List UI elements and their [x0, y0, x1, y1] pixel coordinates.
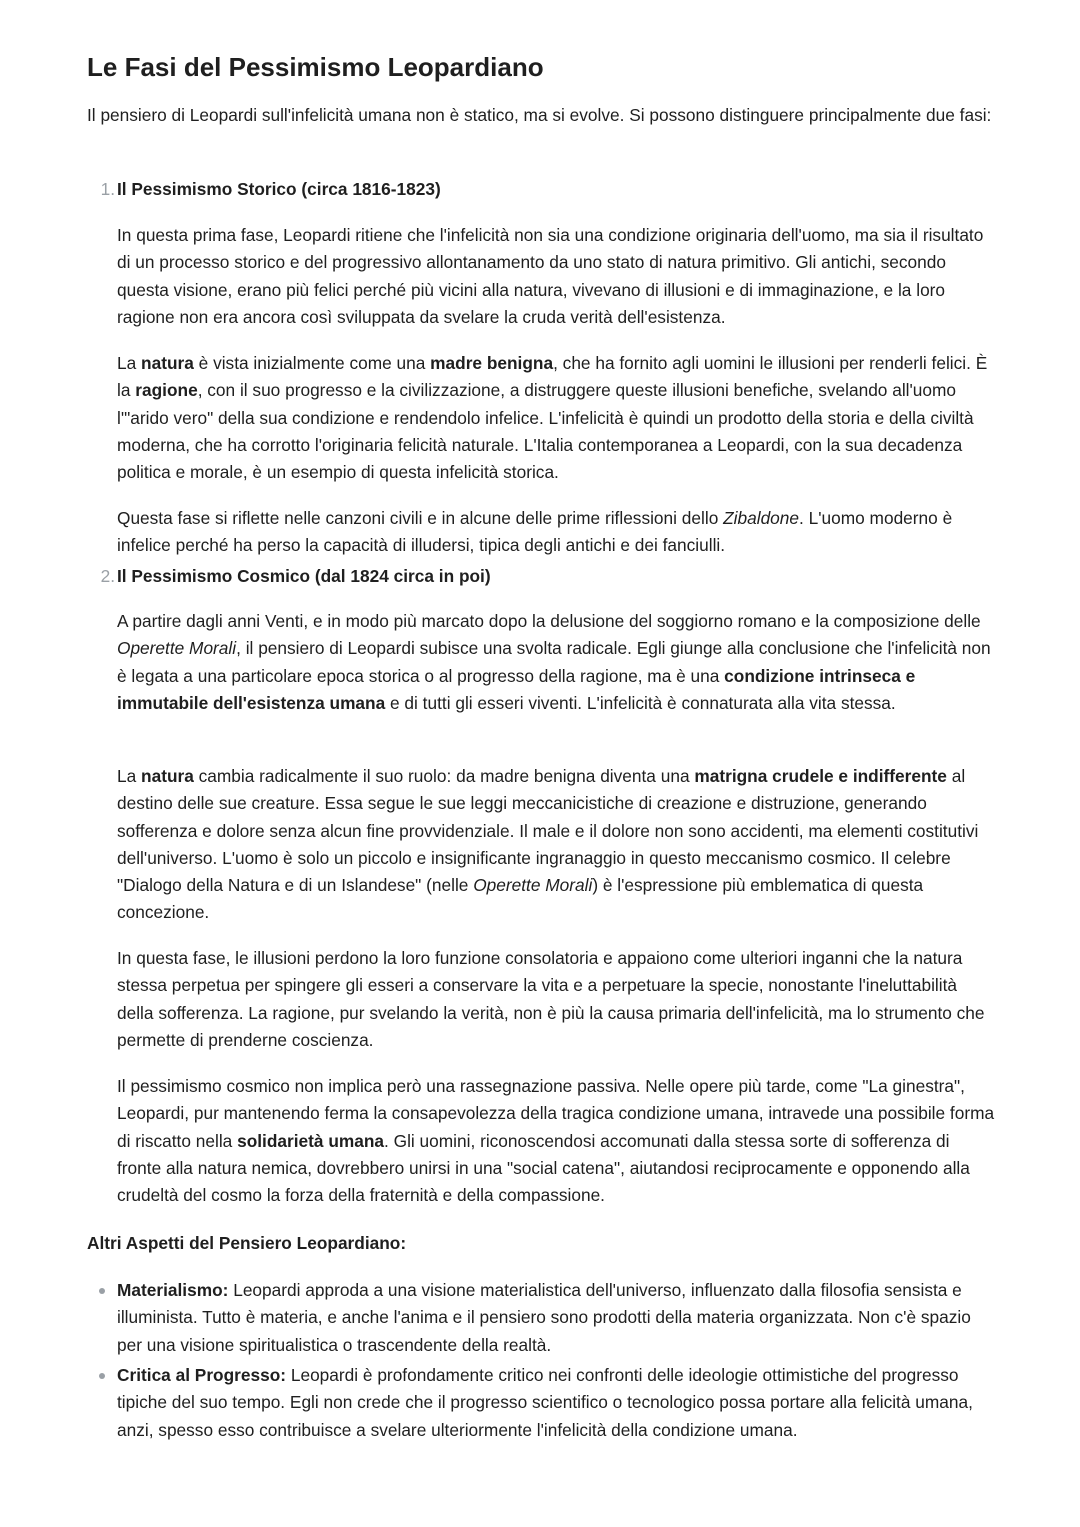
phase-1-paragraph-3: Questa fase si riflette nelle canzoni civili e in alcune delle prime riflessioni dello Zibaldone. L'uomo moderno è infelice perché ha perso la capacità di illudersi, tipica degli antichi e dei fanciulli. — [117, 508, 953, 556]
phase-2-paragraph-1: A partire dagli anni Venti, e in modo più marcato dopo la delusione del soggiorno romano e la composizione delle Operette Morali, il pensiero di Leopardi subisce una svolta radicale. Egli giunge alla conclusione che l'infelicità non è legata a una particolare epoca storica o al progresso della ragione, ma è una condizione intrinseca e immutabile dell'esistenza umana e di tutti gli esseri viventi. L'infelicità è connaturata alla vita stessa. — [117, 611, 991, 713]
phase-2-title: Il Pessimismo Cosmico (dal 1824 circa in poi) — [117, 566, 491, 586]
other-aspects-heading: Altri Aspetti del Pensiero Leopardiano: — [87, 1233, 407, 1253]
list-number-2: 2. — [100, 566, 115, 586]
intro-paragraph: Il pensiero di Leopardi sull'infelicità umana non è statico, ma si evolve. Si possono distinguere principalmente due fasi: — [87, 105, 992, 125]
page-title: Le Fasi del Pessimismo Leopardiano — [87, 52, 544, 82]
bullet-dot-2 — [99, 1373, 105, 1379]
phase-2-paragraph-3: In questa fase, le illusioni perdono la loro funzione consolatoria e appaiono come ulteriori inganni che la natura stessa perpetua per spingere gli esseri a conservare la vita e a perpetuare la specie, nonostante l'ineluttabilità della sofferenza. La ragione, pur svelando la verità, non è più la causa primaria dell'infelicità, ma lo strumento che permette di prenderne coscienza. — [117, 948, 985, 1050]
bullet-dot-1 — [99, 1288, 105, 1294]
phase-2-paragraph-4: Il pessimismo cosmico non implica però una rassegnazione passiva. Nelle opere più tarde, come "La ginestra", Leopardi, pur mantenendo ferma la consapevolezza della tragica condizione umana, intravede una possibile forma di riscatto nella solidarietà umana. Gli uomini, riconoscendosi accomunati dalla stessa sorte di sofferenza di fronte alla natura nemica, dovrebbero unirsi in una "social catena", aiutandosi reciprocamente e opponendo alla crudeltà del cosmo la forza della fraternità e della compassione. — [117, 1076, 995, 1206]
bullet-item-critica-progresso: Critica al Progresso: Leopardi è profondamente critico nei confronti delle ideologie ottimistiche del progresso tipiche del suo tempo. Egli non crede che il progresso scientifico o tecnologico possa portare alla felicità umana, anzi, spesso esso contribuisce a svelare ulteriormente l'infelicità della condizione umana. — [117, 1365, 973, 1440]
bullet-item-materialismo: Materialismo: Leopardi approda a una visione materialistica dell'universo, influenzato dalla filosofia sensista e illuminista. Tutto è materia, e anche l'anima e il pensiero sono prodotti della materia organizzata. Non c'è spazio per una visione spiritualistica o trascendente della realtà. — [117, 1280, 971, 1355]
phase-1-paragraph-2: La natura è vista inizialmente come una madre benigna, che ha fornito agli uomini le illusioni per renderli felici. È la ragione, con il suo progresso e la civilizzazione, a distruggere queste illusioni benefiche, svelando all'uomo l'"arido vero" della sua condizione e rendendolo infelice. L'infelicità è quindi un prodotto della storia e della civiltà moderna, che ha corrotto l'originaria felicità naturale. L'Italia contemporanea a Leopardi, con la sua decadenza politica e morale, è un esempio di questa infelicità storica. — [117, 353, 988, 483]
phase-1-paragraph-1: In questa prima fase, Leopardi ritiene che l'infelicità non sia una condizione originaria dell'uomo, ma sia il risultato di un processo storico e del progressivo allontanamento da uno stato di natura primitivo. Gli antichi, secondo questa visione, erano più felici perché più vicini alla natura, vivevano di illusioni e di immaginazione, e la loro ragione non era ancora così sviluppata da svelare la cruda verità dell'esistenza. — [117, 225, 984, 327]
phase-2-paragraph-2: La natura cambia radicalmente il suo ruolo: da madre benigna diventa una matrigna crudele e indifferente al destino delle sue creature. Essa segue le sue leggi meccanicistiche di creazione e distruzione, generando sofferenza e dolore senza alcun fine provvidenziale. Il male e il dolore non sono accidenti, ma elementi costitutivi dell'universo. L'uomo è solo un piccolo e insignificante ingranaggio in questo meccanismo cosmico. Il celebre "Dialogo della Natura e di un Islandese" (nelle Operette Morali) è l'espressione più emblematica di questa concezione. — [117, 766, 979, 923]
phase-1-title: Il Pessimismo Storico (circa 1816-1823) — [117, 179, 441, 199]
list-number-1: 1. — [100, 179, 115, 199]
